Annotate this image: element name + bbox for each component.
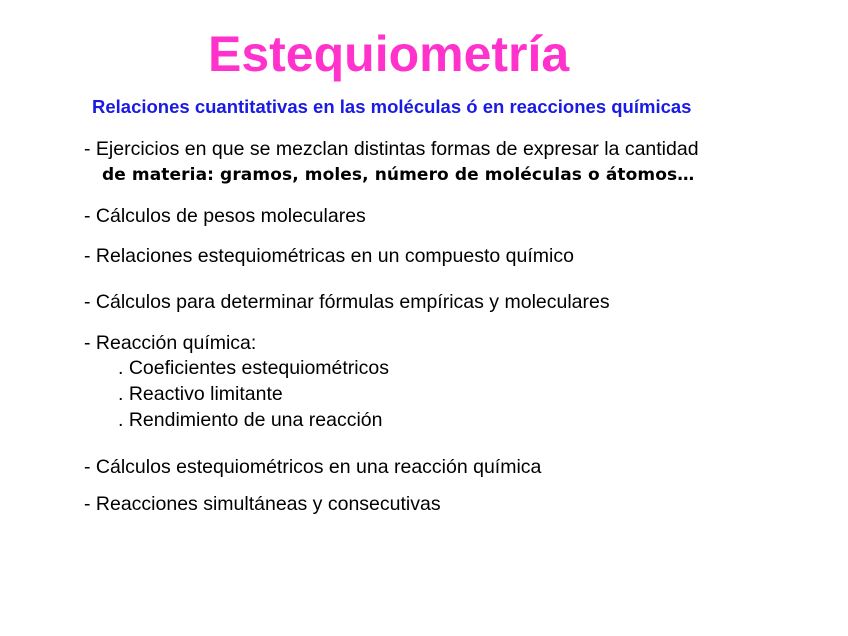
bullet-line: - Cálculos para determinar fórmulas empíricas y moleculares <box>84 291 610 313</box>
bullet-line: - Cálculos estequiométricos en una reacción química <box>84 456 542 478</box>
bullet-line: - Cálculos de pesos moleculares <box>84 205 366 227</box>
sub-bullet-line: . Coeficientes estequiométricos <box>118 357 389 379</box>
sub-bullet-line: . Reactivo limitante <box>118 383 283 405</box>
bullet-line: - Reacciones simultáneas y consecutivas <box>84 493 441 515</box>
bullet-line: - Reacción química: <box>84 332 257 354</box>
slide-title: Estequiometría <box>208 26 570 82</box>
sub-bullet-line: . Rendimiento de una reacción <box>118 409 383 431</box>
slide-subtitle: Relaciones cuantitativas en las moléculas ó en reacciones químicas <box>92 96 692 117</box>
bullet-continuation: de materia: gramos, moles, número de moléculas o átomos… <box>102 165 695 185</box>
bullet-line: - Ejercicios en que se mezclan distintas formas de expresar la cantidad <box>84 138 699 160</box>
bullet-line: - Relaciones estequiométricas en un compuesto químico <box>84 245 574 267</box>
